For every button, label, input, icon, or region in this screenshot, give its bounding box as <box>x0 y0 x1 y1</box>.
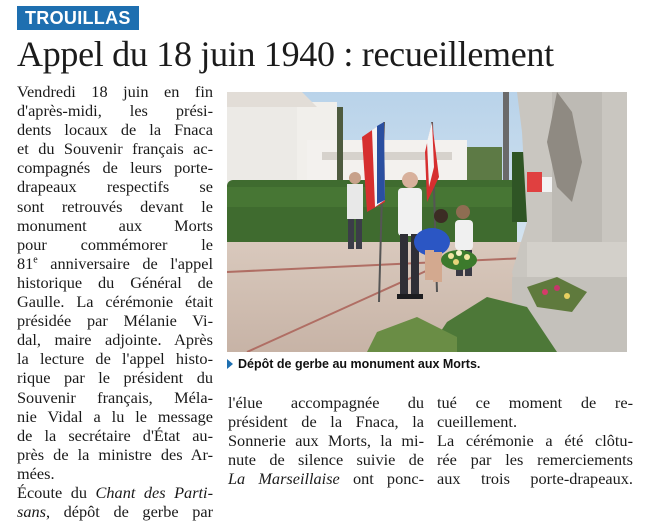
text-fragment: anniversaire de l'appel <box>37 253 213 273</box>
text-fragment: Écoute du <box>17 482 96 502</box>
section-kicker: TROUILLAS <box>17 6 139 30</box>
photo-caption <box>227 356 637 372</box>
text-line: Gaulle. La cérémonie était <box>17 292 213 312</box>
text-line: nie Vidal a lu le message <box>17 406 213 426</box>
text-line: président de la Fnaca, la <box>228 412 424 432</box>
anthem-title: La Marseillaise <box>228 469 340 489</box>
text-line: monument aux Morts <box>17 215 213 235</box>
text-line <box>17 254 213 273</box>
text-line: rique par le président du <box>17 368 213 388</box>
text-line: d'après-midi, les prési- <box>17 101 213 121</box>
article-headline: Appel du 18 juin 1940 : recueillement <box>17 34 554 74</box>
text-line: Souvenir français, Méla- <box>17 387 213 407</box>
text-fragment: 81 <box>17 253 34 273</box>
text-line <box>228 469 424 488</box>
caption-text: Dépôt de gerbe au monument aux Morts. <box>238 357 481 371</box>
text-line: aux trois porte-drapeaux. <box>437 469 633 489</box>
text-line: rée par les remerciements <box>437 450 633 470</box>
text-line <box>17 502 213 521</box>
text-line: sont retrouvés devant le <box>17 196 213 216</box>
text-fragment: , dépôt de gerbe par <box>45 502 213 521</box>
text-line: dents locaux de la Fnaca <box>17 120 213 140</box>
ceremony-photo <box>227 92 627 352</box>
text-line: près de la ministre des Ar- <box>17 444 213 464</box>
article-column-1 <box>17 82 213 521</box>
text-line: cueillement. <box>437 412 518 432</box>
text-line: nute de silence suivie de <box>228 450 424 470</box>
text-line <box>17 483 213 502</box>
text-line: La cérémonie a été clôtu- <box>437 431 633 451</box>
song-title: Chant des Parti- <box>95 482 213 502</box>
text-line: de la secrétaire d'État au- <box>17 425 213 445</box>
text-line: pour commémorer le <box>17 234 213 254</box>
text-line: historique du Général de <box>17 272 213 292</box>
text-line: drapeaux respectifs se <box>17 177 213 197</box>
text-line: Vendredi 18 juin en fin <box>17 82 213 101</box>
article-column-2 <box>228 393 424 488</box>
ordinal-suffix: e <box>33 254 38 266</box>
photo-illustration <box>227 92 627 352</box>
text-line: mées. <box>17 463 55 483</box>
article-column-3 <box>437 393 633 488</box>
text-line: la lecture de l'appel histo- <box>17 349 213 369</box>
text-line: et du Souvenir français ac- <box>17 139 213 159</box>
text-line: tué ce moment de re- <box>437 393 633 412</box>
text-line: compagnés de leurs porte- <box>17 158 213 178</box>
text-line: dal, maire adjointe. Après <box>17 330 213 350</box>
text-line: présidée par Mélanie Vi- <box>17 311 213 331</box>
text-line: l'élue accompagnée du <box>228 393 424 412</box>
caption-triangle-icon <box>227 359 233 369</box>
text-line: Sonnerie aux Morts, la mi- <box>228 431 424 451</box>
song-title: sans <box>17 502 46 521</box>
text-fragment: ont ponc- <box>339 469 425 489</box>
